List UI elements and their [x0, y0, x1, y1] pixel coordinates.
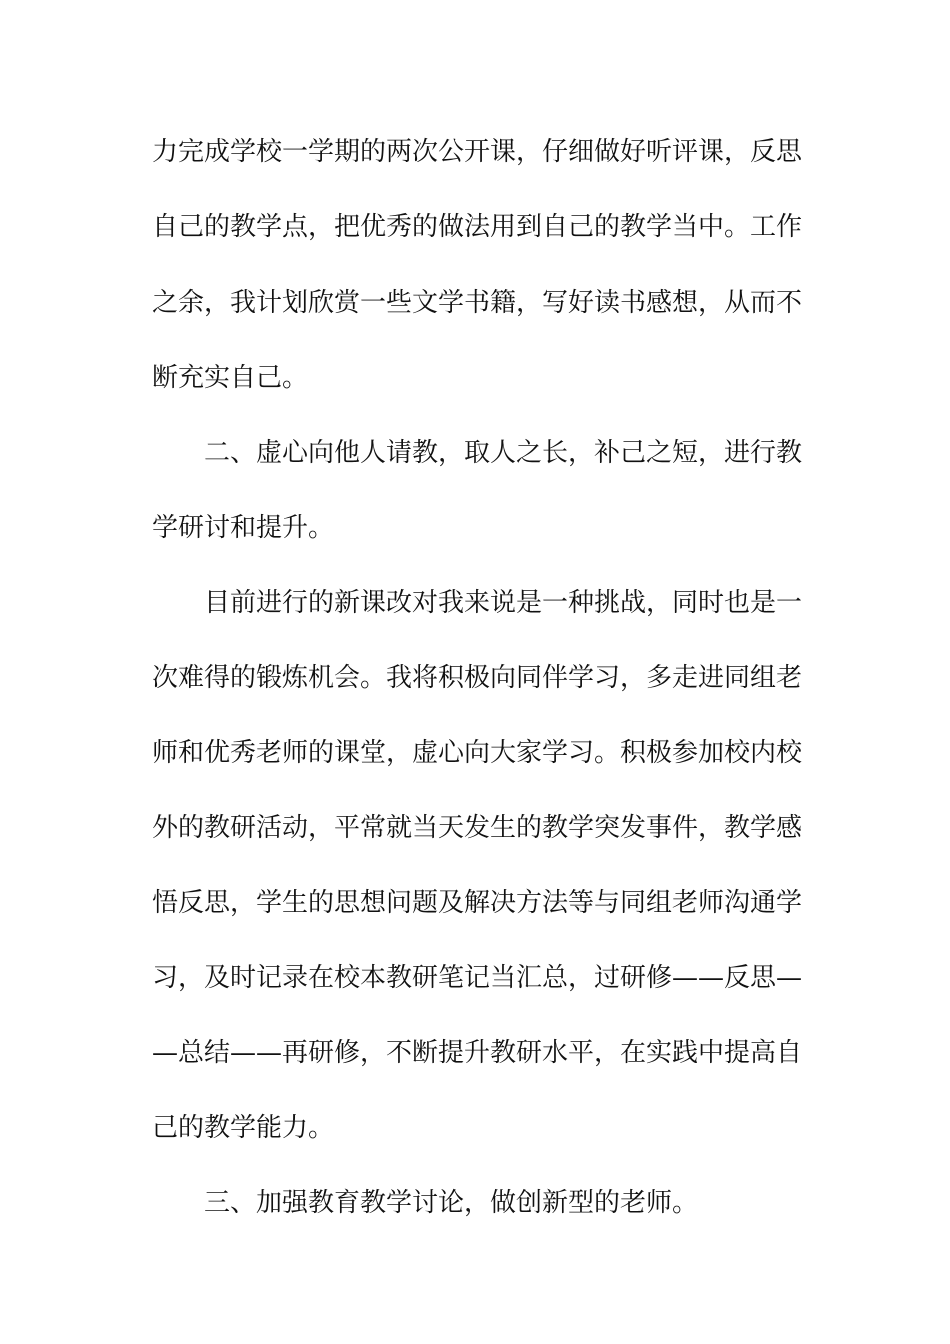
text-line: 习，及时记录在校本教研笔记当汇总，过研修——反思—	[152, 963, 803, 993]
text-line: 之余，我计划欣赏一些文学书籍，写好读书感想，从而不	[152, 288, 803, 318]
text-line: 自己的教学点，把优秀的做法用到自己的教学当中。工作	[152, 212, 803, 242]
text-line: 次难得的锻炼机会。我将积极向同伴学习，多走进同组老	[152, 663, 803, 693]
text-line: 目前进行的新课改对我来说是一种挑战，同时也是一	[204, 588, 803, 618]
text-line: —总结——再研修，不断提升教研水平，在实践中提高自	[152, 1038, 803, 1068]
section-heading-line: 学研讨和提升。	[152, 513, 335, 543]
text-line: 外的教研活动，平常就当天发生的教学突发事件，教学感	[152, 813, 803, 843]
text-line: 悟反思，学生的思想问题及解决方法等与同组老师沟通学	[152, 888, 803, 918]
section-heading-line: 二、虚心向他人请教，取人之长，补己之短，进行教	[204, 438, 803, 468]
text-line: 力完成学校一学期的两次公开课，仔细做好听评课，反思	[152, 137, 803, 167]
section-heading-line: 三、加强教育教学讨论，做创新型的老师。	[204, 1188, 699, 1218]
text-line: 师和优秀老师的课堂，虚心向大家学习。积极参加校内校	[152, 738, 803, 768]
text-line: 断充实自己。	[152, 363, 309, 393]
text-line: 己的教学能力。	[152, 1113, 335, 1143]
